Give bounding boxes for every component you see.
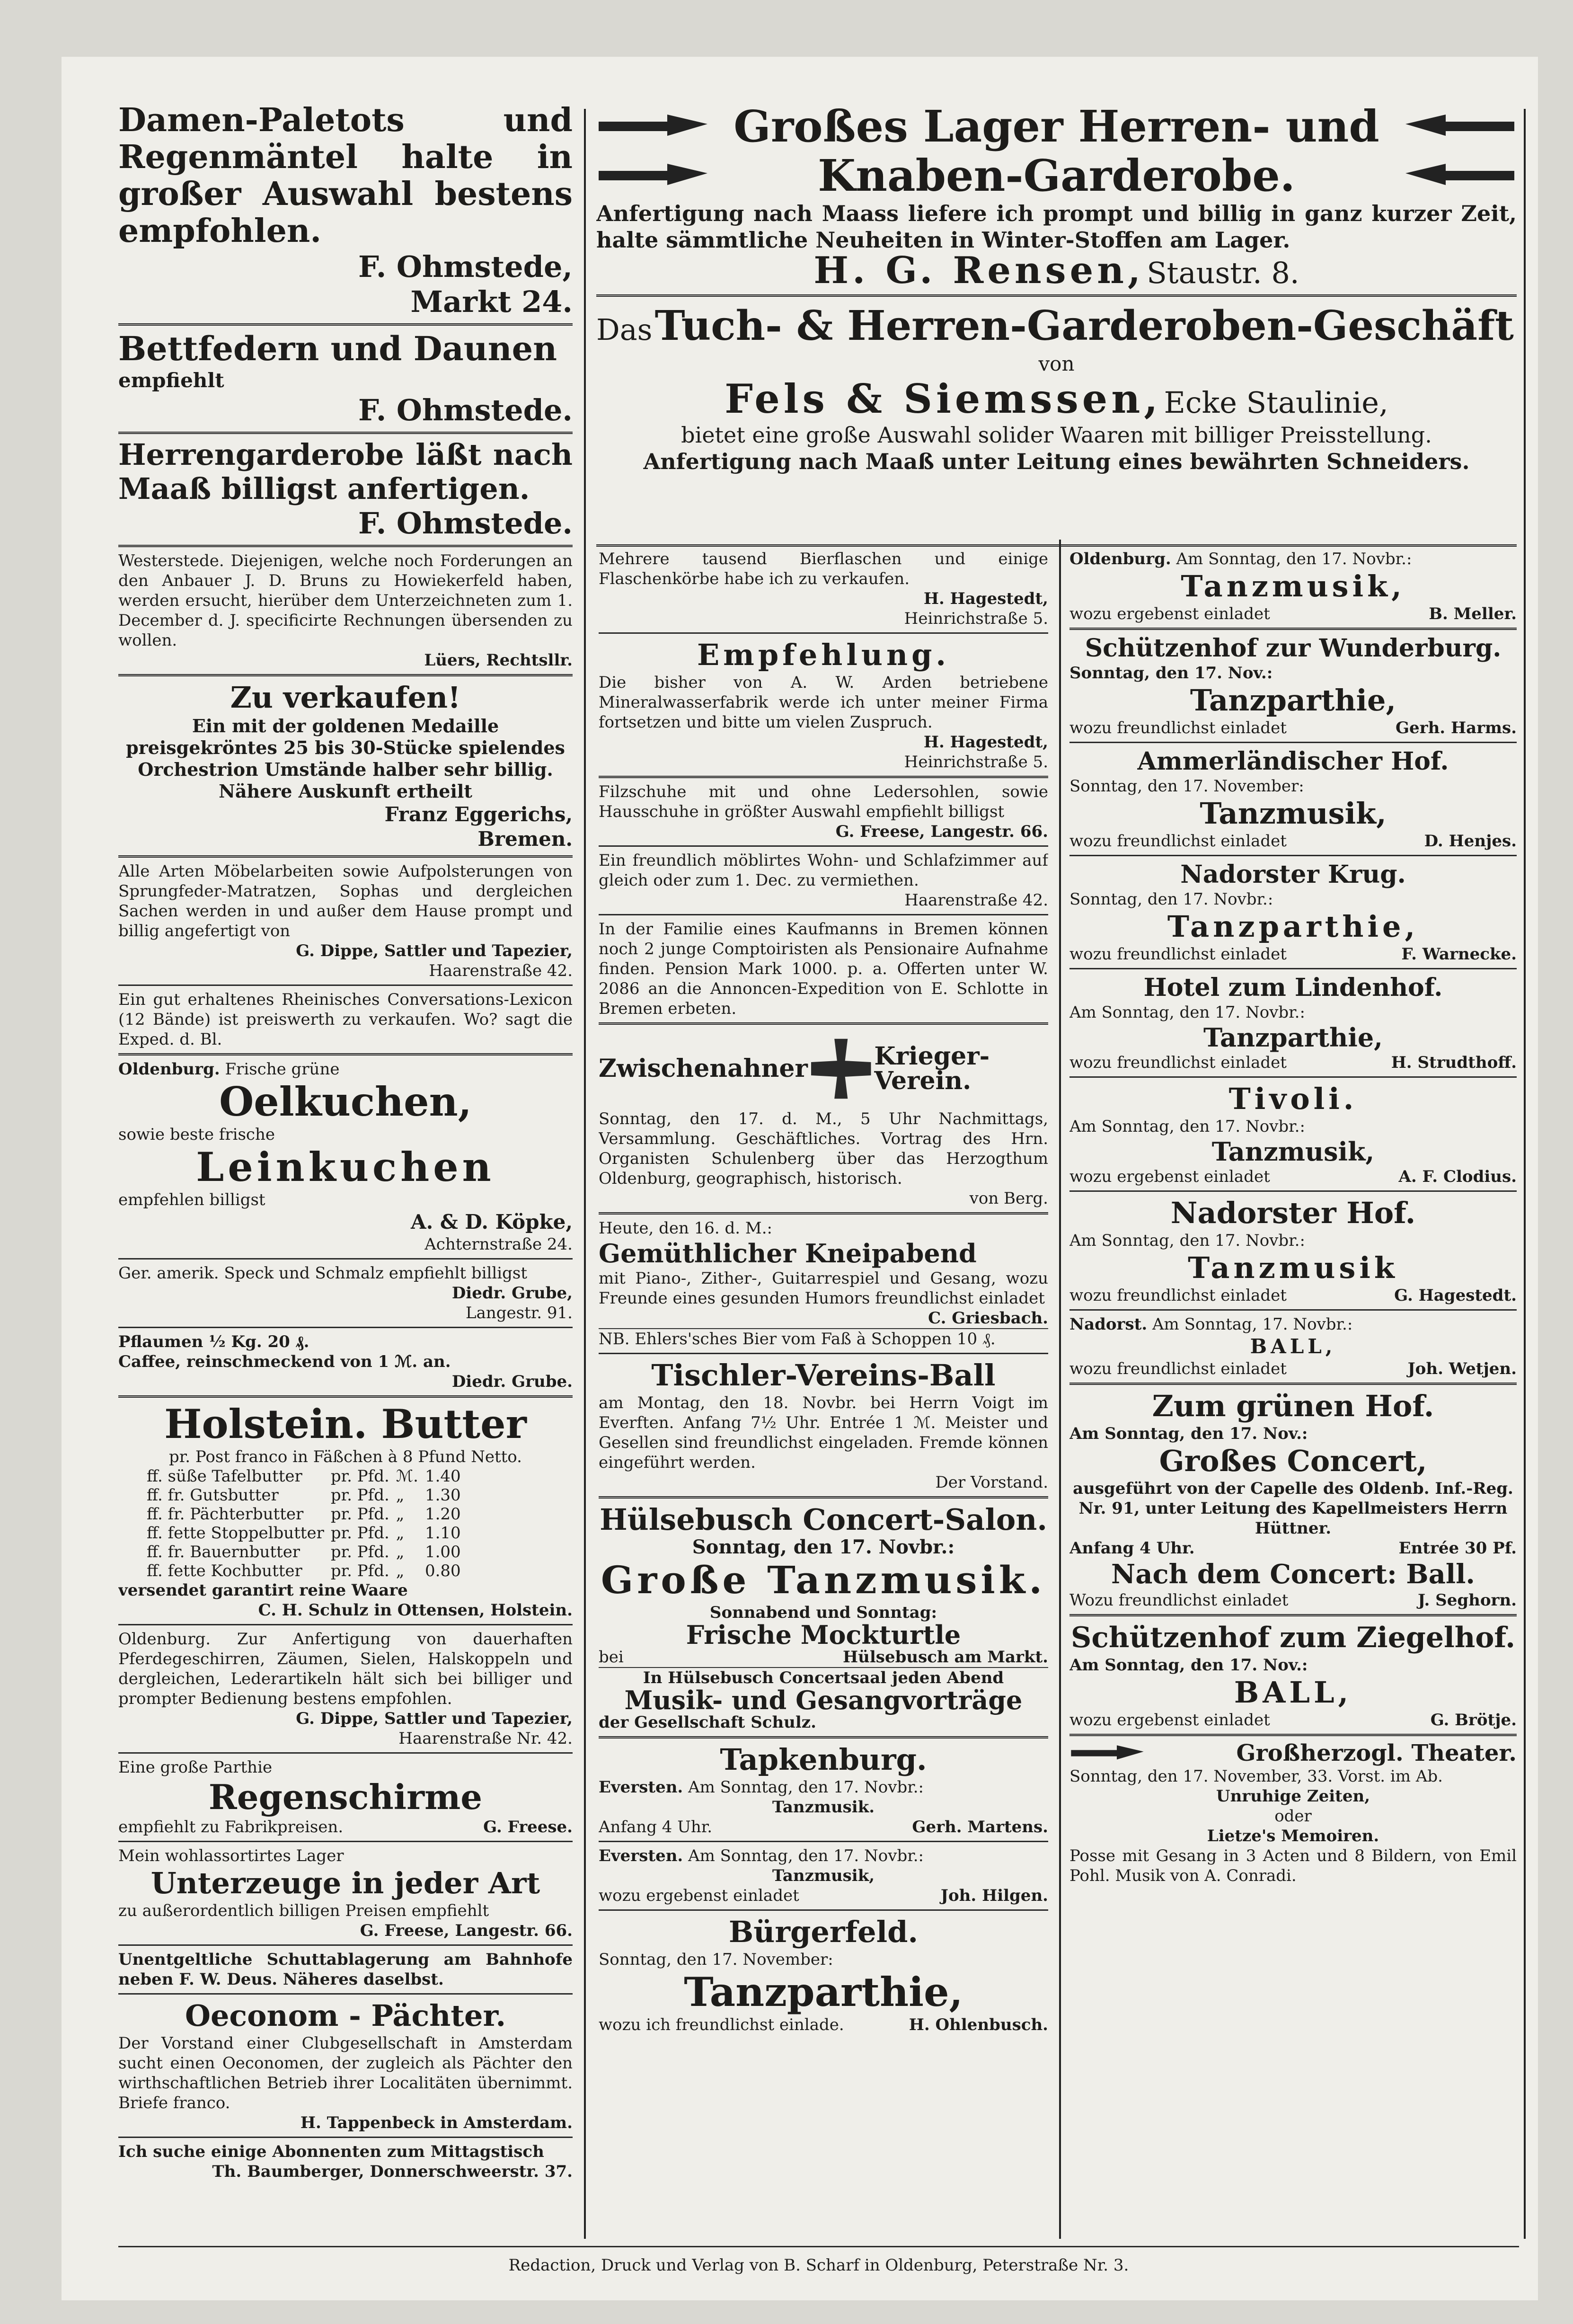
- ziegelhof-title: Schützenhof zum Ziegelhof.: [1071, 1621, 1515, 1654]
- price-cell-unit: pr. Pfd.: [330, 1467, 389, 1486]
- nadorst-hof-date: Am Sonntag, den 17. Novbr.:: [1069, 1231, 1305, 1250]
- ad-pflaumen: [118, 1332, 573, 1392]
- fels-corner: Ecke Staulinie,: [1164, 385, 1388, 420]
- column-rule-left: [584, 109, 586, 2239]
- butter-title: Holstein. Butter: [164, 1401, 527, 1447]
- lindenhof-title: Hotel zum Lindenhof.: [1143, 973, 1443, 1002]
- wunderburg-title: Schützenhof zur Wunderburg.: [1085, 634, 1502, 663]
- regenschirme-low: empfiehlt zu Fabrikpreisen.: [118, 1818, 344, 1836]
- middle-column: [599, 549, 1048, 2239]
- gruener-hof-event: Großes Concert,: [1159, 1444, 1427, 1478]
- ad-moebel: [118, 861, 573, 981]
- ziegelhof-sign: G. Brötje.: [1430, 1711, 1517, 1730]
- moebel-text: Alle Arten Möbelarbeiten sowie Aufpolsterungen von Sprungfeder-Matratzen, Sophas und dergleichen Sachen werden in und außer dem Hause prompt und billig angefertigt von: [118, 862, 573, 940]
- ad-lindenhof: [1069, 973, 1517, 1073]
- rensen-title1: Großes Lager Herren- und: [733, 102, 1379, 152]
- tapkenburg-title: Tapkenburg.: [720, 1742, 927, 1777]
- price-row: [147, 1524, 468, 1543]
- unterzeuge-low: zu außerordentlich billigen Preisen empfiehlt: [118, 1901, 489, 1920]
- ad-meller: [1069, 549, 1517, 624]
- unterzeuge-intro: Mein wohlassortirtes Lager: [118, 1846, 344, 1865]
- ziegelhof-invite: wozu ergebenst einladet: [1069, 1711, 1270, 1730]
- zimmer-addr: Haarenstraße 42.: [904, 891, 1048, 910]
- ziegelhof-date: Am Sonntag, den 17. Nov.:: [1069, 1656, 1308, 1675]
- gruener-hof-after: Nach dem Concert: Ball.: [1111, 1559, 1475, 1590]
- ad-krieger-verein: [599, 1029, 1048, 1208]
- ziegelhof-event: BALL,: [1234, 1675, 1352, 1710]
- price-row: [147, 1561, 468, 1580]
- price-cell-unit: pr. Pfd.: [330, 1524, 389, 1543]
- meller-sign: B. Meller.: [1429, 604, 1517, 623]
- herrengarderobe-text: Herrengarderobe läßt nach Maaß billigst anfertigen.: [118, 437, 573, 506]
- unterzeuge-sign: G. Freese, Langestr. 66.: [360, 1921, 573, 1940]
- ad-tivoli: [1069, 1082, 1517, 1187]
- pension-text: In der Familie eines Kaufmanns in Bremen können noch 2 junge Comptoiristen als Pensionaire Aufnahme finden. Pension Mark 1000. p. a. Offerten unter W. 2086 an die Annoncen-Expedition von E. Schlotte in Bremen erbeten.: [599, 920, 1048, 1018]
- price-row: [147, 1486, 468, 1505]
- gruener-hof-date: Am Sonntag, den 17. Nov.:: [1069, 1424, 1308, 1443]
- gruener-hof-sign: J. Seghorn.: [1418, 1591, 1517, 1610]
- kneipabend-nb: NB. Ehlers'sches Bier vom Faß à Schoppen 10 ₰.: [599, 1328, 1048, 1349]
- ad-tischler: [599, 1358, 1048, 1492]
- buergerfeld-title: Bürgerfeld.: [728, 1915, 919, 1949]
- huelsebusch-bei: bei: [599, 1648, 624, 1667]
- pointing-hand-left-icon: [1403, 157, 1517, 195]
- butter-sign: C. H. Schulz in Ottensen, Holstein.: [258, 1601, 573, 1620]
- fels-das: Das: [596, 312, 653, 347]
- fels-firm: Fels & Siemssen,: [725, 375, 1162, 422]
- ad-pension: [599, 919, 1048, 1019]
- bettfedern-sub: empfiehlt: [118, 369, 224, 392]
- krieger-right: Krieger-Verein.: [874, 1042, 990, 1095]
- ad-kneipabend: [599, 1218, 1048, 1349]
- ad-rensen: [596, 102, 1517, 291]
- price-row: [147, 1505, 468, 1524]
- newspaper-page: [62, 57, 1538, 2300]
- pointing-hand-left-icon: [1403, 107, 1517, 145]
- tivoli-date: Am Sonntag, den 17. Novbr.:: [1069, 1117, 1305, 1136]
- fels-line1: bietet eine große Auswahl solider Waaren mit billiger Preisstellung.: [681, 422, 1432, 448]
- huelsebusch-note: In Hülsebusch Concertsaal jeden Abend: [599, 1667, 1048, 1688]
- kneipabend-date: Heute, den 16. d. M.:: [599, 1219, 772, 1238]
- price-cell-name: ff. fette Stoppelbutter: [147, 1524, 324, 1543]
- wetjen-event: BALL,: [1250, 1335, 1336, 1358]
- nadorst-krug-date: Sonntag, den 17. Novbr.:: [1069, 890, 1273, 909]
- meller-event: Tanzmusik,: [1181, 569, 1405, 603]
- top-wide-ads: [596, 102, 1517, 542]
- nadorst-krug-sign: F. Warnecke.: [1401, 945, 1517, 964]
- tischler-title: Tischler-Vereins-Ball: [651, 1358, 996, 1393]
- filzschuhe-text: Filzschuhe mit und ohne Ledersohlen, sowie Hausschuhe in größter Auswahl empfiehlt billigst: [599, 782, 1048, 821]
- huelsebusch-date: Sonntag, den 17. Novbr.:: [692, 1536, 955, 1558]
- fels-line2: Anfertigung nach Maaß unter Leitung eines bewährten Schneiders.: [643, 449, 1470, 474]
- ad-tapkenburg: [599, 1742, 1048, 1837]
- zimmer-text: Ein freundlich möblirtes Wohn- und Schlafzimmer auf gleich oder zum 1. Dec. zu vermiethen.: [599, 851, 1048, 890]
- moebel-sign: G. Dippe, Sattler und Tapezier,: [296, 941, 573, 960]
- tischler-text: am Montag, den 18. Novbr. bei Herrn Voigt im Everften. Anfang 7½ Uhr. Entrée 1 ℳ. Meister und Gesellen sind freundlichst eingeladen. Fremde können eingeführt werden.: [599, 1393, 1048, 1472]
- oelkuchen-addr: Achternstraße 24.: [424, 1235, 573, 1254]
- buergerfeld-invite: wozu ich freundlichst einlade.: [599, 2015, 844, 2034]
- ad-unterzeuge: [118, 1846, 573, 1941]
- column-rule-center: [1059, 540, 1061, 2239]
- theater-play1: Unruhige Zeiten,: [1216, 1787, 1370, 1806]
- price-row: [147, 1467, 468, 1486]
- fels-title: Tuch- & Herren-Garderoben-Geschäft: [654, 302, 1514, 350]
- eversten-invite: wozu ergebenst einladet: [599, 1886, 799, 1905]
- right-column: [1069, 549, 1517, 2239]
- wunderburg-date: Sonntag, den 17. Nov.:: [1069, 664, 1273, 683]
- huelsebusch-sub: Sonnabend und Sonntag:: [709, 1603, 937, 1622]
- tapkenburg-sign: Gerh. Martens.: [912, 1818, 1048, 1836]
- unterzeuge-title: Unterzeuge in jeder Art: [150, 1866, 540, 1900]
- meller-place: Oldenburg.: [1069, 550, 1171, 568]
- ad-buergerfeld: [599, 1915, 1048, 2035]
- verkaufen-sign: Franz Eggerichs,: [384, 803, 573, 826]
- kneipabend-title: Gemüthlicher Kneipabend: [599, 1238, 977, 1268]
- price-cell-unit: pr. Pfd.: [330, 1486, 389, 1505]
- ad-theater: [1069, 1740, 1517, 1886]
- krieger-text: Sonntag, den 17. d. M., 5 Uhr Nachmittags, Versammlung. Geschäftliches. Vortrag des Hrn. Organisten Schulenberg über das Herzogthum Oldenburg, geographisch, historisch.: [599, 1109, 1048, 1188]
- pferdegeschirr-text: Oldenburg. Zur Anfertigung von dauerhaften Pferdegeschirren, Zäumen, Sielen, Halskoppeln und dergleichen, Lederartikeln hält sich bei billiger und prompter Bedienung bestens empfohlen.: [118, 1630, 573, 1708]
- paletots-addr: Markt 24.: [410, 284, 573, 319]
- lindenhof-invite: wozu freundlichst einladet: [1069, 1053, 1287, 1072]
- ad-butter: [118, 1401, 573, 1620]
- price-cell-cur: „: [396, 1486, 405, 1505]
- ad-westerstede: [118, 551, 573, 670]
- bettfedern-sign: F. Ohmstede.: [358, 393, 573, 427]
- speck-addr: Langestr. 91.: [466, 1304, 573, 1322]
- kneipabend-sign: C. Griesbach.: [928, 1309, 1048, 1328]
- footer-imprint: Redaction, Druck und Verlag von B. Scharf in Oldenburg, Peterstraße Nr. 3.: [508, 2256, 1129, 2275]
- ad-herrengarderobe: [118, 438, 573, 541]
- price-cell-price: 0.80: [424, 1561, 461, 1580]
- nadorst-krug-event: Tanzparthie,: [1167, 909, 1419, 944]
- oelkuchen-title1: Oelkuchen,: [219, 1078, 472, 1125]
- butter-outro: versendet garantirt reine Waare: [118, 1581, 408, 1600]
- moebel-addr: Haarenstraße 42.: [429, 961, 573, 980]
- ad-regenschirme: [118, 1757, 573, 1837]
- pflaumen-line2: Caffee, reinschmeckend von 1 ℳ. an.: [118, 1352, 451, 1371]
- nadorst-hof-invite: wozu freundlichst einladet: [1069, 1286, 1287, 1305]
- speck-sign: Diedr. Grube,: [451, 1284, 573, 1303]
- eversten-sign: Joh. Hilgen.: [940, 1886, 1048, 1905]
- price-cell-cur: „: [396, 1524, 405, 1543]
- pferdegeschirr-sign: G. Dippe, Sattler und Tapezier,: [296, 1709, 573, 1728]
- abonnenten-sign: Th. Baumberger, Donnerschweerstr. 37.: [212, 2162, 573, 2181]
- column-rule-right: [1524, 109, 1526, 2239]
- tivoli-event: Tanzmusik,: [1211, 1136, 1375, 1167]
- ad-filzschuhe: [599, 782, 1048, 842]
- ad-oelkuchen: [118, 1059, 573, 1254]
- iron-cross-icon: [808, 1029, 874, 1109]
- tivoli-sign: A. F. Clodius.: [1398, 1167, 1517, 1186]
- tapkenburg-place: Eversten.: [599, 1778, 683, 1797]
- price-cell-cur: ℳ.: [396, 1467, 418, 1486]
- nadorst-hof-event: Tanzmusik: [1188, 1251, 1398, 1285]
- pointing-hand-right-icon: [596, 107, 710, 145]
- tischler-sign: Der Vorstand.: [935, 1473, 1048, 1492]
- ad-wetjen: [1069, 1314, 1517, 1379]
- westerstede-text: Westerstede. Diejenigen, welche noch Forderungen an den Anbauer J. D. Bruns zu Howiekerfeld haben, werden ersucht, hierüber dem Unterzeichneten zum 1. December d. J. specificirte Rechnungen übersenden zu wollen.: [118, 551, 573, 650]
- gruener-hof-start: Anfang 4 Uhr.: [1069, 1539, 1195, 1558]
- ammerland-title: Ammerländischer Hof.: [1137, 747, 1449, 776]
- buergerfeld-date: Sonntag, den 17. November:: [599, 1950, 833, 1969]
- meller-date: Am Sonntag, den 17. Novbr.:: [1176, 550, 1412, 568]
- price-cell-name: ff. fr. Pächterbutter: [147, 1505, 304, 1524]
- gruener-hof-text: ausgeführt von der Capelle des Oldenb. Inf.-Reg. Nr. 91, unter Leitung des Kapellmeisters Herrn Hüttner.: [1073, 1479, 1513, 1538]
- price-cell-cur: „: [396, 1505, 405, 1524]
- oeconom-sign: H. Tappenbeck in Amsterdam.: [300, 2113, 573, 2132]
- oeconom-text: Der Vorstand einer Clubgesellschaft in Amsterdam sucht einen Oeconomen, der zugleich als Pächter den wirthschaftlichen Betrieb ihrer Localitäten übernimmt. Briefe franco.: [118, 2034, 573, 2112]
- wetjen-place: Nadorst.: [1069, 1315, 1148, 1334]
- paletots-text: Damen-Paletots und Regenmäntel halte in großer Auswahl bestens empfohlen.: [118, 102, 573, 250]
- rensen-addr: Staustr. 8.: [1147, 256, 1299, 290]
- price-cell-unit: pr. Pfd.: [330, 1543, 389, 1561]
- theater-oder: oder: [1274, 1807, 1312, 1826]
- krieger-sign: von Berg.: [969, 1189, 1048, 1208]
- price-cell-name: ff. fette Kochbutter: [147, 1561, 302, 1580]
- nadorst-hof-sign: G. Hagestedt.: [1394, 1286, 1517, 1305]
- huelsebusch-troupe: der Gesellschaft Schulz.: [599, 1713, 816, 1732]
- oelkuchen-sign: A. & D. Köpke,: [411, 1210, 573, 1233]
- oelkuchen-mid: sowie beste frische: [118, 1125, 275, 1144]
- oelkuchen-low: empfehlen billigst: [118, 1190, 265, 1209]
- verkaufen-title: Zu verkaufen!: [230, 680, 461, 715]
- tapkenburg-event: Tanzmusik.: [772, 1798, 875, 1817]
- ammerland-event: Tanzmusik,: [1200, 796, 1387, 831]
- nadorst-krug-title: Nadorster Krug.: [1180, 860, 1406, 889]
- price-cell-cur: „: [396, 1543, 405, 1561]
- empfehlung-sign: H. Hagestedt,: [923, 733, 1048, 752]
- wunderburg-sign: Gerh. Harms.: [1396, 718, 1517, 737]
- price-cell-price: 1.30: [424, 1486, 461, 1505]
- price-cell-price: 1.20: [424, 1505, 461, 1524]
- ammerland-date: Sonntag, den 17. November:: [1069, 777, 1304, 796]
- schutt-text: Unentgeltliche Schuttablagerung am Bahnhofe neben F. W. Deus. Näheres daselbst.: [118, 1950, 573, 1989]
- rensen-title2: Knaben-Garderobe.: [818, 150, 1295, 201]
- empfehlung-text: Die bisher von A. W. Arden betriebene Mineralwasserfabrik werde ich unter meiner Firma fortsetzen und bitte um vielen Zuspruch.: [599, 673, 1048, 732]
- theater-text: Posse mit Gesang in 3 Acten und 8 Bildern, von Emil Pohl. Musik von A. Conradi.: [1069, 1846, 1517, 1885]
- oelkuchen-title2: Leinkuchen: [196, 1144, 495, 1190]
- theater-play2: Lietze's Memoiren.: [1207, 1827, 1379, 1845]
- verkaufen-place: Bremen.: [477, 827, 573, 851]
- oelkuchen-place: Oldenburg.: [118, 1060, 220, 1079]
- herrengarderobe-sign: F. Ohmstede.: [358, 506, 573, 541]
- price-cell-price: 1.40: [424, 1467, 461, 1486]
- pflaumen-sign: Diedr. Grube.: [451, 1372, 573, 1391]
- ad-bettfedern: [118, 329, 573, 428]
- butter-intro: pr. Post franco in Fäßchen à 8 Pfund Netto.: [169, 1447, 522, 1466]
- regenschirme-title: Regenschirme: [208, 1777, 483, 1817]
- fels-von: von: [1038, 352, 1075, 375]
- ammerland-sign: D. Henjes.: [1424, 832, 1517, 851]
- empfehlung-addr: Heinrichstraße 5.: [904, 753, 1048, 772]
- lindenhof-date: Am Sonntag, den 17. Novbr.:: [1069, 1003, 1305, 1022]
- wetjen-sign: Joh. Wetjen.: [1407, 1359, 1517, 1378]
- verkaufen-text: Ein mit der goldenen Medaille preisgekröntes 25 bis 30-Stücke spielendes Orchestrion Umstände halber sehr billig. Nähere Auskunft ertheilt: [126, 715, 565, 802]
- wetjen-invite: wozu freundlichst einladet: [1069, 1359, 1287, 1378]
- bierflaschen-text: Mehrere tausend Bierflaschen und einige Flaschenkörbe habe ich zu verkaufen.: [599, 550, 1048, 588]
- theater-date: Sonntag, den 17. November, 33. Vorst. im Ab.: [1069, 1767, 1443, 1786]
- price-cell-name: ff. fr. Bauernbutter: [147, 1543, 300, 1561]
- ad-nadorster-hof: [1069, 1196, 1517, 1305]
- price-cell-price: 1.10: [424, 1524, 461, 1543]
- kneipabend-text: mit Piano-, Zither-, Guitarrespiel und Gesang, wozu Freunde eines gesunden Humors freundlichst einladet: [599, 1269, 1048, 1308]
- bierflaschen-addr: Heinrichstraße 5.: [904, 609, 1048, 628]
- bierflaschen-sign: H. Hagestedt,: [923, 589, 1048, 608]
- lindenhof-event: Tanzparthie,: [1203, 1022, 1383, 1053]
- eversten-place: Eversten.: [599, 1846, 683, 1865]
- ad-schutt: [118, 1950, 573, 1989]
- ad-pferdegeschirr: [118, 1629, 573, 1748]
- price-cell-name: ff. fr. Gutsbutter: [147, 1486, 279, 1505]
- ad-wunderburg: [1069, 634, 1517, 738]
- buergerfeld-sign: H. Ohlenbusch.: [909, 2015, 1048, 2034]
- ad-lexikon: [118, 990, 573, 1049]
- empfehlung-title: Empfehlung.: [697, 638, 950, 672]
- price-cell-name: ff. süße Tafelbutter: [147, 1467, 302, 1486]
- tivoli-title: Tivoli.: [1228, 1082, 1358, 1116]
- gruener-hof-entree: Entrée 30 Pf.: [1398, 1539, 1517, 1558]
- lexikon-text: Ein gut erhaltenes Rheinisches Conversations-Lexicon (12 Bände) ist preiswerth zu verkaufen. Wo? sagt die Exped. d. Bl.: [118, 990, 573, 1049]
- ad-bierflaschen: [599, 549, 1048, 629]
- oeconom-title: Oeconom - Pächter.: [185, 1998, 506, 2033]
- price-row: [147, 1543, 468, 1561]
- tapkenburg-date: Am Sonntag, den 17. Novbr.:: [688, 1778, 924, 1797]
- price-cell-cur: „: [396, 1561, 405, 1580]
- gruener-hof-invite: Wozu freundlichst einladet: [1069, 1591, 1289, 1610]
- rensen-sign: H. G. Rensen,: [813, 249, 1145, 292]
- ad-ammerland: [1069, 747, 1517, 851]
- eversten-event: Tanzmusik,: [772, 1866, 875, 1885]
- wunderburg-event: Tanzparthie,: [1190, 683, 1396, 718]
- tapkenburg-start: Anfang 4 Uhr.: [599, 1818, 713, 1836]
- rensen-text: Anfertigung nach Maass liefere ich prompt und billig in ganz kurzer Zeit, halte sämmtliche Neuheiten in Winter-Stoffen am Lager.: [596, 201, 1517, 253]
- ad-eversten: [599, 1846, 1048, 1906]
- speck-text: Ger. amerik. Speck und Schmalz empfiehlt billigst: [118, 1264, 528, 1283]
- ad-abonnenten: [118, 2142, 573, 2182]
- ad-paletots: [118, 102, 573, 319]
- huelsebusch-who: Hülsebusch am Markt.: [843, 1648, 1048, 1667]
- huelsebusch-title: Hülsebusch Concert-Salon.: [600, 1502, 1047, 1537]
- ad-nadorster-krug: [1069, 860, 1517, 964]
- pointing-hand-right-icon: [1069, 1740, 1145, 1766]
- regenschirme-intro: Eine große Parthie: [118, 1758, 273, 1777]
- pointing-hand-right-icon: [596, 157, 710, 195]
- buergerfeld-event: Tanzparthie,: [684, 1969, 963, 2015]
- lindenhof-sign: H. Strudthoff.: [1391, 1053, 1517, 1072]
- bettfedern-title: Bettfedern und Daunen: [118, 329, 557, 368]
- price-cell-unit: pr. Pfd.: [330, 1505, 389, 1524]
- wunderburg-invite: wozu freundlichst einladet: [1069, 718, 1287, 737]
- ad-oeconom: [118, 1998, 573, 2133]
- filzschuhe-sign: G. Freese, Langestr. 66.: [835, 822, 1048, 841]
- tivoli-invite: wozu ergebenst einladet: [1069, 1167, 1270, 1186]
- pflaumen-line1: Pflaumen ½ Kg. 20 ₰.: [118, 1332, 309, 1351]
- ad-speck: [118, 1263, 573, 1323]
- abonnenten-text: Ich suche einige Abonnenten zum Mittagstisch: [118, 2142, 544, 2161]
- price-cell-unit: pr. Pfd.: [330, 1561, 389, 1580]
- price-cell-price: 1.00: [424, 1543, 461, 1561]
- westerstede-sign: Lüers, Rechtsllr.: [424, 651, 573, 670]
- huelsebusch-show: Musik- und Gesangvorträge: [624, 1685, 1023, 1715]
- krieger-left: Zwischenahner: [599, 1054, 808, 1083]
- ad-fels-siemssen: [596, 301, 1517, 475]
- ad-ziegelhof: [1069, 1620, 1517, 1730]
- ad-zimmer: [599, 851, 1048, 910]
- gruener-hof-title: Zum grünen Hof.: [1152, 1389, 1434, 1423]
- huelsebusch-dish: Frische Mockturtle: [686, 1620, 961, 1650]
- huelsebusch-main: Große Tanzmusik.: [601, 1558, 1046, 1602]
- ad-gruener-hof: [1069, 1389, 1517, 1610]
- regenschirme-sign: G. Freese.: [483, 1818, 573, 1836]
- ad-empfehlung: [599, 638, 1048, 772]
- meller-invite: wozu ergebenst einladet: [1069, 604, 1270, 623]
- nadorst-krug-invite: wozu freundlichst einladet: [1069, 945, 1287, 964]
- ad-zu-verkaufen: [118, 680, 573, 852]
- left-column: [118, 102, 573, 2236]
- ammerland-invite: wozu freundlichst einladet: [1069, 832, 1287, 851]
- oelkuchen-intro: Frische grüne: [225, 1060, 340, 1079]
- butter-price-table: [147, 1467, 468, 1580]
- theater-title: Großherzogl. Theater.: [1236, 1740, 1517, 1766]
- paletots-sign: F. Ohmstede,: [358, 249, 573, 284]
- eversten-date: Am Sonntag, den 17. Novbr.:: [688, 1846, 924, 1865]
- nadorst-hof-title: Nadorster Hof.: [1170, 1196, 1416, 1230]
- pferdegeschirr-addr: Haarenstraße Nr. 42.: [398, 1729, 573, 1748]
- ad-huelsebusch: [599, 1502, 1048, 1732]
- wetjen-date: Am Sonntag, 17. Novbr.:: [1152, 1315, 1353, 1334]
